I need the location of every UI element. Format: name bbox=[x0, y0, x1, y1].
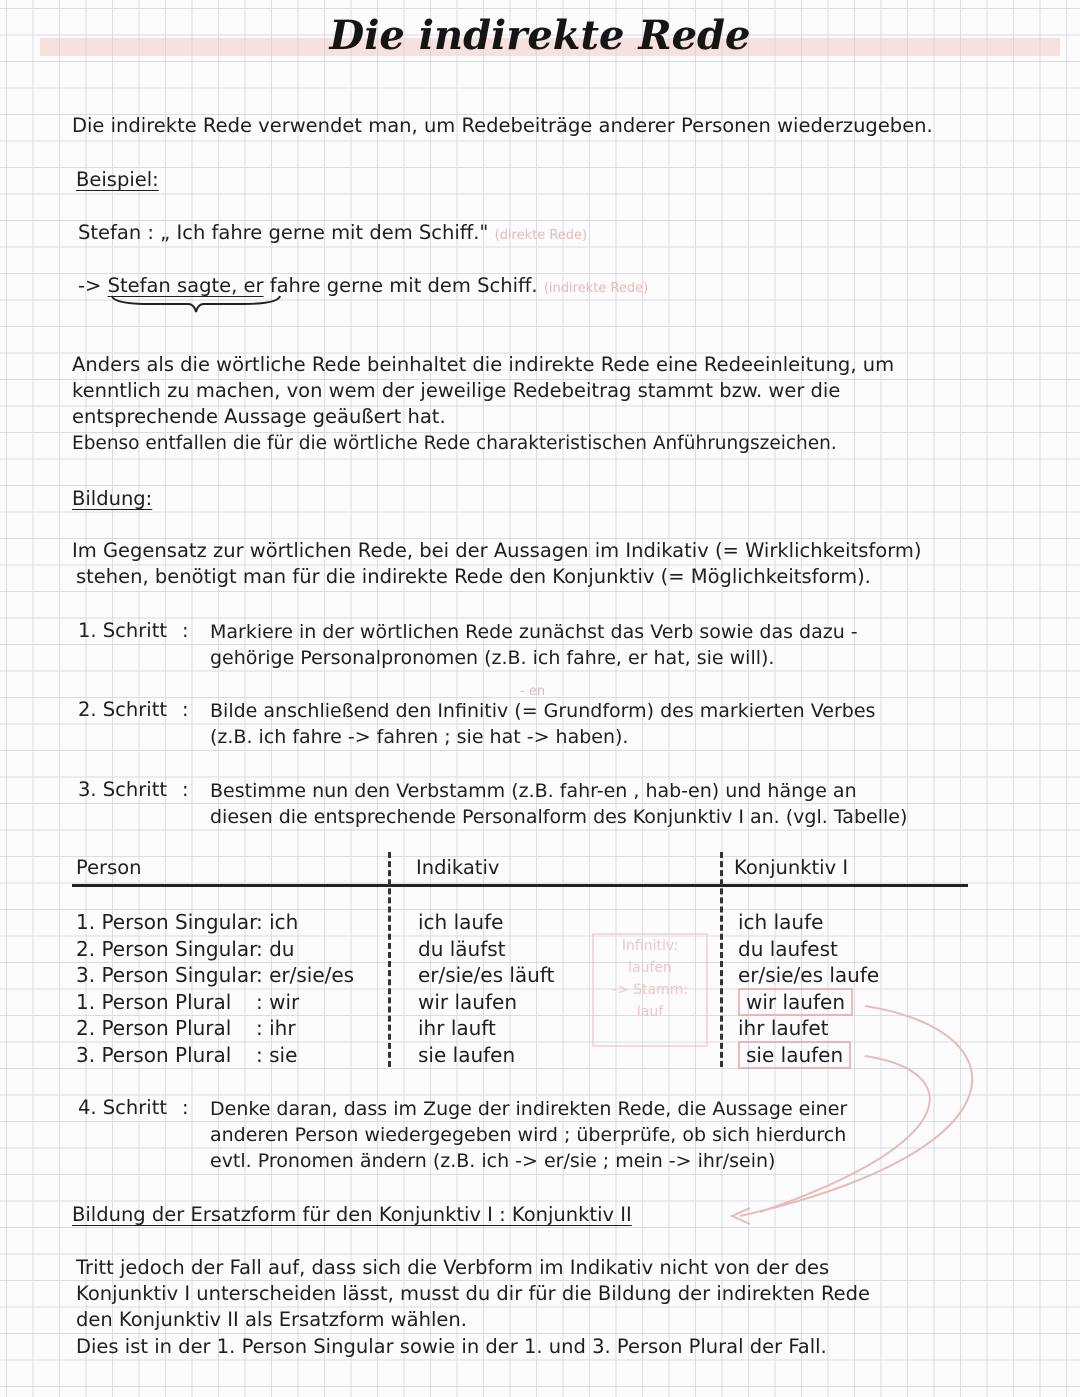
table-cell: ihr lauft bbox=[418, 1016, 496, 1040]
side-note-line: Infinitiv: bbox=[621, 938, 679, 954]
infinitive-side-note bbox=[592, 933, 708, 1047]
side-note-line: -> Stamm: bbox=[611, 982, 689, 998]
step-2-note: - en bbox=[520, 684, 546, 699]
explanation-line-1: Anders als die wörtliche Rede beinhaltet die indirekte Rede eine Redeeinleitung, um bbox=[72, 353, 895, 376]
brace-icon bbox=[110, 294, 282, 314]
ersatz-line-1: Tritt jedoch der Fall auf, dass sich die Verbform im Indikativ nicht von der des bbox=[76, 1256, 830, 1279]
table-cell: : ich bbox=[256, 910, 299, 934]
step-1-line-1: Markiere in der wörtlichen Rede zunächst das Verb sowie das dazu - bbox=[210, 621, 858, 643]
explanation-line-4: Ebenso entfallen die für die wörtliche Rede charakteristischen Anführungszeichen. bbox=[72, 433, 837, 454]
side-note-line: laufen bbox=[628, 960, 672, 976]
step-1-line-2: gehörige Personalpronomen (z.B. ich fahre, er hat, sie will). bbox=[210, 647, 775, 669]
step-4-line-2: anderen Person wiedergegeben wird ; überprüfe, ob sich hierdurch bbox=[210, 1124, 847, 1146]
table-header-konjunktiv: Konjunktiv I bbox=[734, 856, 849, 879]
highlighted-cell: sie laufen bbox=[738, 1041, 851, 1069]
table-cell: 3. Person Singular bbox=[76, 963, 258, 987]
table-cell: ich laufe bbox=[738, 910, 824, 934]
direct-quote: : „ Ich fahre gerne mit dem Schiff." bbox=[147, 221, 489, 244]
table-cell: 3. Person Plural bbox=[76, 1042, 232, 1067]
table-cell: : sie bbox=[256, 1042, 298, 1067]
table-cell: 1. Person Singular bbox=[76, 910, 258, 934]
table-cell: er/sie/es laufe bbox=[738, 963, 880, 987]
bildung-heading: Bildung: bbox=[72, 487, 153, 510]
page-title: Die indirekte Rede bbox=[329, 12, 751, 59]
step-4-line-1: Denke daran, dass im Zuge der indirekten Rede, die Aussage einer bbox=[210, 1098, 848, 1120]
table-cell: er/sie/es läuft bbox=[418, 963, 555, 987]
step-3-line-1: Bestimme nun den Verbstamm (z.B. fahr-en , hab-en) und hänge an bbox=[210, 780, 857, 802]
table-cell: 2. Person Plural bbox=[76, 1016, 232, 1040]
table-pronoun-column bbox=[256, 909, 354, 1068]
table-header-indikativ: Indikativ bbox=[416, 856, 500, 879]
step-2-label: 2. Schritt bbox=[78, 698, 167, 721]
table-header-rule bbox=[72, 884, 968, 887]
direct-note: (direkte Rede) bbox=[494, 228, 588, 243]
indirect-rest: fahre gerne mit dem Schiff. bbox=[269, 274, 538, 297]
step-2-line-2: (z.B. ich fahre -> fahren ; sie hat -> haben). bbox=[210, 726, 629, 748]
table-cell: : ihr bbox=[256, 1016, 296, 1040]
direct-speech-line bbox=[78, 220, 587, 249]
step-3-label: 3. Schritt bbox=[78, 778, 167, 801]
table-cell: : er/sie/es bbox=[256, 963, 355, 987]
bildung-intro-1: Im Gegensatz zur wörtlichen Rede, bei der Aussagen im Indikativ (= Wirklichkeitsform) bbox=[72, 539, 922, 562]
ersatz-line-2: Konjunktiv I unterscheiden lässt, musst du dir für die Bildung der indirekten Rede bbox=[76, 1282, 871, 1305]
table-divider bbox=[388, 852, 391, 1067]
step-4-label: 4. Schritt bbox=[78, 1096, 167, 1119]
ersatz-line-3: den Konjunktiv II als Ersatzform wählen. bbox=[76, 1308, 467, 1331]
step-3-line-2: diesen die entsprechende Personalform des Konjunktiv I an. (vgl. Tabelle) bbox=[210, 806, 908, 828]
bildung-intro-2: stehen, benötigt man für die indirekte Rede den Konjunktiv (= Möglichkeitsform). bbox=[76, 565, 871, 588]
example-heading: Beispiel: bbox=[76, 168, 159, 191]
ersatz-line-4: Dies ist in der 1. Person Singular sowie in der 1. und 3. Person Plural der Fall. bbox=[76, 1335, 827, 1358]
table-cell: ich laufe bbox=[418, 910, 504, 934]
table-cell: du läufst bbox=[418, 936, 506, 961]
explanation-line-2: kenntlich zu machen, von wem der jeweilige Redebeitrag stammt bzw. wer die bbox=[72, 379, 841, 402]
step-colon: : bbox=[182, 778, 189, 801]
table-cell: : wir bbox=[256, 989, 300, 1014]
highlighted-cell: wir laufen bbox=[738, 988, 853, 1016]
table-cell: sie laufen bbox=[418, 1042, 516, 1067]
table-cell: wir laufen bbox=[418, 989, 518, 1014]
step-colon: : bbox=[182, 619, 189, 642]
table-header-person: Person bbox=[76, 856, 142, 879]
explanation-line-3: entsprechende Aussage geäußert hat. bbox=[72, 405, 446, 428]
table-cell: 2. Person Singular bbox=[76, 936, 258, 961]
table-cell: 1. Person Plural bbox=[76, 989, 232, 1014]
table-indikativ-column bbox=[418, 909, 554, 1068]
step-1-label: 1. Schritt bbox=[78, 619, 167, 642]
step-2-line-1: Bilde anschließend den Infinitiv (= Grundform) des markierten Verbes bbox=[210, 700, 876, 722]
side-note-line: lauf bbox=[636, 1004, 664, 1020]
step-colon: : bbox=[182, 698, 189, 721]
table-cell: : du bbox=[256, 936, 295, 961]
table-person-column bbox=[76, 909, 257, 1068]
indirect-note: (indirekte Rede) bbox=[543, 281, 649, 296]
step-4-line-3: evtl. Pronomen ändern (z.B. ich -> er/sie ; mein -> ihr/sein) bbox=[210, 1150, 776, 1172]
direct-speaker: Stefan bbox=[78, 221, 142, 244]
indirect-intro: Stefan sagte, er bbox=[107, 274, 264, 297]
arrow: -> bbox=[78, 274, 102, 297]
table-cell: ihr laufet bbox=[738, 1016, 829, 1040]
intro-text: Die indirekte Rede verwendet man, um Redebeiträge anderer Personen wiederzugeben. bbox=[72, 114, 933, 137]
step-colon: : bbox=[182, 1096, 189, 1119]
table-cell: du laufest bbox=[738, 936, 838, 961]
ersatz-heading: Bildung der Ersatzform für den Konjunktiv I : Konjunktiv II bbox=[72, 1203, 632, 1226]
